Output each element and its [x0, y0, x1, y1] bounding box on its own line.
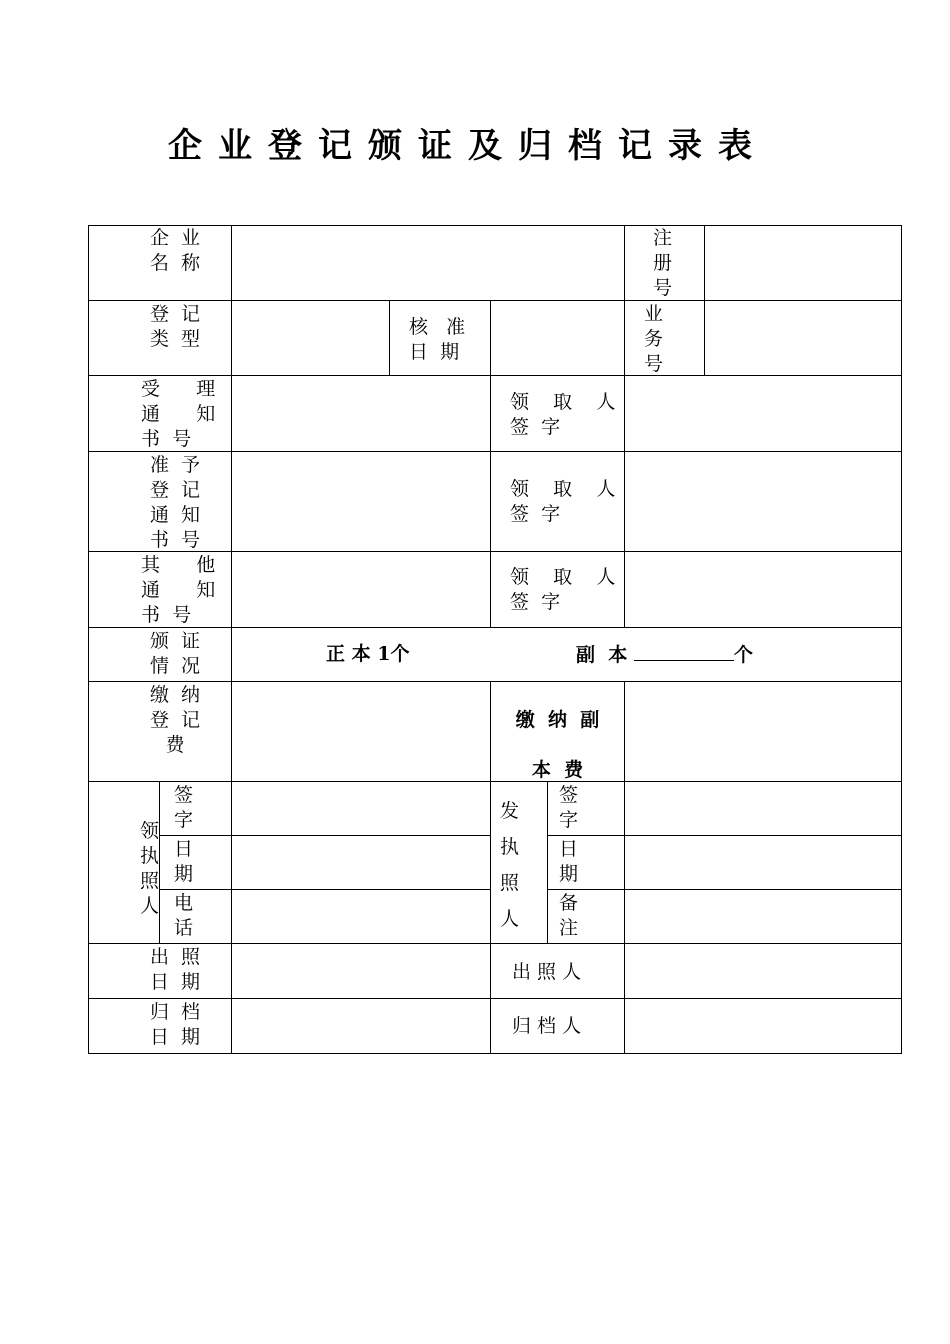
accept-notice-label: 受 理 通 知 书 号 — [141, 378, 216, 450]
receiver-date-sublabel: 日 期 — [174, 838, 194, 885]
receiver-sign-label-2: 领 取 人 签 字 — [510, 478, 616, 525]
accept-notice-field[interactable] — [232, 376, 490, 451]
reg-no-field[interactable] — [705, 226, 901, 300]
other-notice-field[interactable] — [232, 552, 490, 627]
other-notice-label: 其 他 通 知 书 号 — [141, 554, 216, 626]
copy-fee-field[interactable] — [625, 682, 901, 781]
company-name-label: 企 业 名 称 — [149, 227, 201, 274]
business-no-field[interactable] — [705, 301, 901, 375]
reg-fee-field[interactable] — [232, 682, 490, 781]
approve-date-field[interactable] — [491, 301, 624, 375]
page-title: 企业登记颁证及归档记录表 — [168, 126, 768, 166]
issue-person-field[interactable] — [625, 944, 901, 998]
issuer-remark-sublabel: 备 注 — [559, 892, 579, 939]
issue-date-label: 出 照 日 期 — [149, 946, 201, 993]
archive-date-label: 归 档 日 期 — [149, 1001, 201, 1048]
cert-status-label: 颁 证 情 况 — [149, 630, 201, 677]
receiver-date-cell[interactable] — [232, 836, 490, 889]
issuer-date-cell[interactable] — [625, 836, 901, 889]
copy-count-blank[interactable] — [634, 642, 734, 661]
receiver-phone-cell[interactable] — [232, 890, 490, 943]
receiver-sign-field-3[interactable] — [625, 552, 901, 627]
receiver-sign-field-2[interactable] — [625, 452, 901, 551]
issuer-date-sublabel: 日 期 — [559, 838, 579, 885]
original-count: 正 本 1个 — [326, 643, 410, 665]
receiver-sign-sublabel: 签 字 — [174, 784, 194, 831]
company-name-field[interactable] — [232, 226, 624, 300]
issuer-sign-cell[interactable] — [625, 782, 901, 835]
archive-person-field[interactable] — [625, 999, 901, 1053]
reg-type-field[interactable] — [232, 301, 389, 375]
issuer-sign-sublabel: 签 字 — [559, 784, 579, 831]
approve-date-label: 核 准 日 期 — [409, 316, 466, 363]
copy-count: 副 本 个 — [576, 644, 753, 666]
issue-person-label: 出 照 人 — [512, 961, 582, 983]
approve-notice-label: 准 予 登 记 通 知 书 号 — [149, 454, 201, 551]
archive-person-label: 归 档 人 — [512, 1015, 582, 1037]
receiver-sign-field-1[interactable] — [625, 376, 901, 451]
copy-fee-label: 缴 纳 副 本 费 — [515, 709, 600, 781]
receiver-sign-label: 领 取 人 签 字 — [510, 391, 616, 438]
reg-fee-label: 缴 纳 登 记 费 — [149, 684, 201, 756]
issuer-remark-cell[interactable] — [625, 890, 901, 943]
receiver-phone-sublabel: 电 话 — [174, 892, 194, 939]
issue-date-field[interactable] — [232, 944, 490, 998]
archive-date-field[interactable] — [232, 999, 490, 1053]
receiver-sign-cell[interactable] — [232, 782, 490, 835]
approve-notice-field[interactable] — [232, 452, 490, 551]
receiver-sign-label-3: 领 取 人 签 字 — [510, 566, 616, 613]
registration-record-form — [88, 225, 902, 1054]
business-no-label: 业 务 号 — [644, 303, 664, 375]
reg-type-label: 登 记 类 型 — [149, 303, 201, 350]
license-receiver-label: 领 执 照 人 — [140, 820, 160, 917]
issuer-label: 发 执 照 人 — [500, 800, 520, 930]
reg-no-label: 注 册 号 — [653, 227, 673, 299]
